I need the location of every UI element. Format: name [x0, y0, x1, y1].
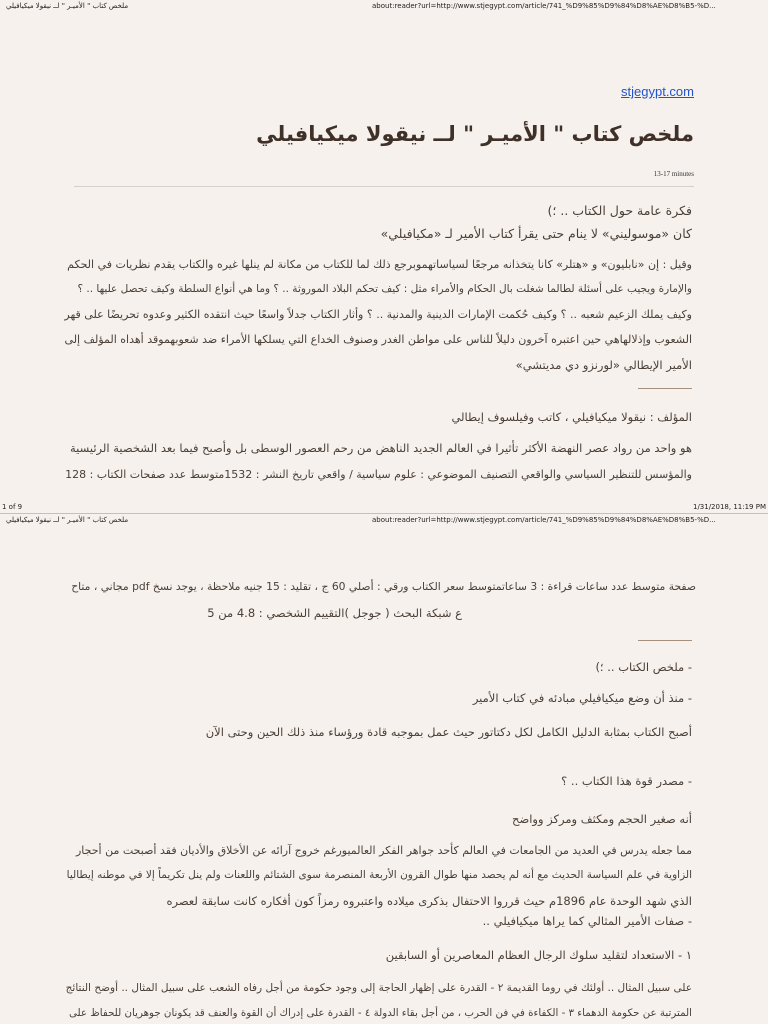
- paragraph-line: صفحة متوسط عدد ساعات قراءة : 3 ساعاتمتوسط سعر الكتاب ورقي : أصلي 60 ج ، تقليد : 15 جنيه ملاحظة ، يوجد نسخ pdf مجاني ، متاح: [71, 580, 696, 593]
- divider: [74, 186, 694, 187]
- paragraph-line: أنه صغير الحجم ومكثف ومركز وواضح: [512, 812, 692, 826]
- paragraph-line: - منذ أن وضع ميكيافيلي مبادئه في كتاب الأمير: [472, 691, 692, 705]
- page-number: 1 of 9: [2, 503, 23, 511]
- read-time: 13-17 minutes: [653, 170, 694, 178]
- header-url: about:reader?url=http://www.stjegypt.com/article/741_%D9%85%D9%84%D8%AE%D8%B5-%D...: [372, 2, 716, 10]
- paragraph-line: ع شبكة البحث ( جوجل )التقييم الشخصي : 4.8 من 5: [207, 606, 462, 620]
- short-separator: [638, 640, 692, 641]
- print-header: [0, 2, 768, 14]
- paragraph-line: الأمير الإيطالي «لورنزو دي مديتشي»: [515, 358, 692, 372]
- section-heading: - ملخص الكتاب .. ؛): [595, 660, 692, 674]
- paragraph-line: والمؤسس للتنظير السياسي والواقعي التصنيف الموضوعي : علوم سياسية / واقعي تاريخ النشر : 1532متوسط عدد صفحات الكتاب : 128: [65, 468, 692, 481]
- paragraph-line: الشعوب وإذلالهاهي حين اعتبره آخرون دليلاً للناس على مواطن الغدر وصنوف الخداع التي يسلكها الأمراء ضد شعوبهموقد أهداه المؤلف إلى: [64, 333, 692, 346]
- paragraph-line: وكيف يملك الزعيم شعبه .. ؟ وكيف حُكمت الإمارات الدينية والمدنية .. ؟ وأثار الكتاب جدلاً واسعًا حيث انتقده الكثير وعدوه تحريضًا على قهر: [64, 308, 692, 321]
- paragraph-line: الذي شهد الوحدة عام 1896م حيث قرروا الاحتفال بذكرى ميلاده واعتبروه رمزاً كون أفكاره كانت سابقة لعصره: [166, 894, 692, 908]
- article-title: ملخص كتاب " الأميـر " لــ نيقولا ميكيافيلي: [256, 122, 694, 146]
- page-break: [0, 513, 768, 514]
- paragraph-line: هو واحد من رواد عصر النهضة الأكثر تأثيرا في العالم الجديد الناهض من رحم العصور الوسطى بل وأصبح فيما بعد الشخصية الرئيسية: [69, 441, 692, 455]
- print-header: [0, 516, 768, 528]
- section-heading: - صفات الأمير المثالي كما يراها ميكيافيلي ..: [482, 914, 692, 928]
- paragraph-line: ١ - الاستعداد لتقليد سلوك الرجال العظام المعاصرين أو السابقين: [385, 948, 692, 962]
- site-link[interactable]: stjegypt.com: [621, 84, 694, 99]
- paragraph-line: على سبيل المثال .. أولئك في روما القديمة ٢ - القدرة على إظهار الحاجة إلى وجود حكومة من أجل رفاه الشعب على سبيل المثال .. أوضح النتائج: [65, 982, 692, 994]
- paragraph-line: أصبح الكتاب بمثابة الدليل الكامل لكل دكتاتور حيث عمل بموجبه قادة ورؤساء منذ ذلك الحين وحتى الآن: [205, 725, 692, 739]
- header-title: ملخص كتاب " الأميـر " لــ نيقولا ميكيافيلي: [6, 516, 129, 524]
- paragraph-line: المترتبة عن حكومة الدهماء ٣ - الكفاءة في فن الحرب ، من أجل بقاء الدولة ٤ - القدرة على إدراك أن القوة والعنف قد يكونان جوهريان للحفاظ على: [68, 1007, 692, 1019]
- short-separator: [638, 388, 692, 389]
- section-heading: فكرة عامة حول الكتاب .. ؛): [547, 203, 692, 218]
- paragraph-line: مما جعله يدرس في العديد من الجامعات في العالم كأحد جواهر الفكر العالميورغم خروج آرائه عن الأخلاق والأديان فقد أصبحت من أحجار: [75, 844, 692, 857]
- header-title: ملخص كتاب " الأميـر " لــ نيقولا ميكيافيلي: [6, 2, 129, 10]
- paragraph-line: والإمارة ويجيب على أسئلة لطالما شغلت بال الحكام والأمراء مثل : كيف تحكم البلاد الموروثة .. ؟ وما هي أنواع السلطة وكيف تحصل عليها .. ؟: [77, 283, 692, 295]
- paragraph-line: كان «موسوليني» لا ينام حتى يقرأ كتاب الأمير لـ «مكيافيلي»: [380, 226, 692, 241]
- paragraph-line: المؤلف : نيقولا ميكيافيلي ، كاتب وفيلسوف إيطالي: [451, 410, 692, 424]
- header-url: about:reader?url=http://www.stjegypt.com/article/741_%D9%85%D9%84%D8%AE%D8%B5-%D...: [372, 516, 716, 524]
- print-date: 1/31/2018, 11:19 PM: [692, 503, 766, 511]
- section-heading: - مصدر قوة هذا الكتاب .. ؟: [561, 774, 692, 788]
- paragraph-line: الزاوية في علم السياسة الحديث مع أنه لم يحصد منها طوال القرون الأربعة المنصرمة سوى الشتائم واللعنات ولم ينل تكريماً إلا في موطنه إيطاليا: [66, 869, 692, 881]
- paragraph-line: وقيل : إن «نابليون» و «هتلر» كانا يتخذانه مرجعًا لسياساتهموبرجع ذلك لما للكتاب من مكانة لم ينلها غيره والكتاب يقدم نظريات في الحكم: [67, 258, 692, 271]
